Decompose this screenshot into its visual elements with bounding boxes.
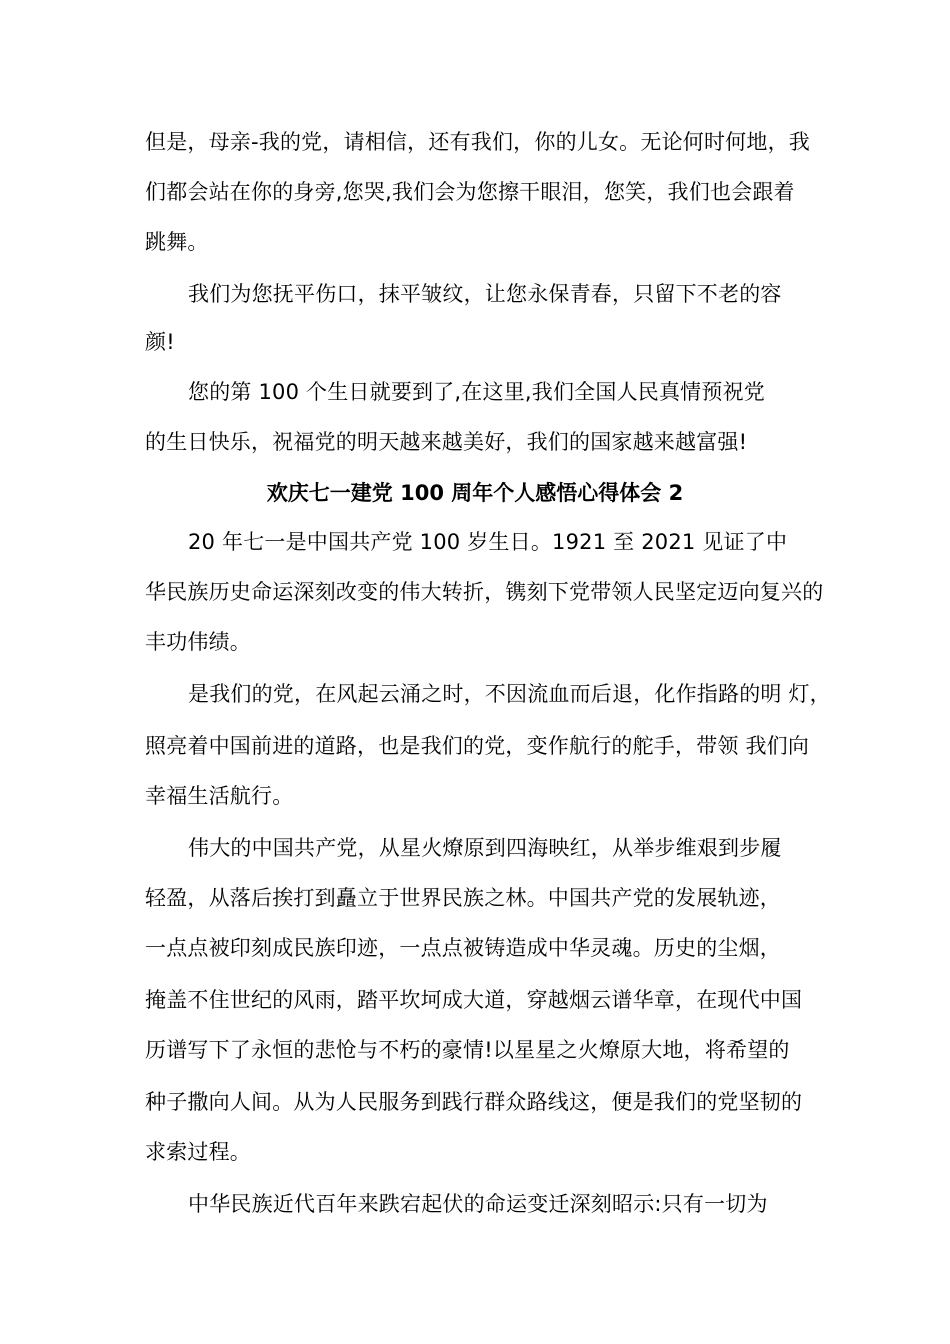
paragraph-line: 我们为您抚平伤口，抹平皱纹，让您永保青春，只留下不老的容: [188, 282, 782, 306]
paragraph-line: 一点点被印刻成民族印迹，一点点被铸造成中华灵魂。历史的尘烟，: [145, 936, 781, 960]
paragraph-line: 是我们的党，在风起云涌之时，不因流血而后退，化作指路的明 灯，: [188, 682, 831, 706]
paragraph-line: 但是，母亲-我的党，请相信，还有我们，你的儿女。无论何时何地，我: [145, 130, 810, 154]
paragraph-line: 幸福生活航行。: [145, 784, 294, 808]
section-title: 欢庆七一建党 100 周年个人感悟心得体会 2: [266, 481, 684, 505]
paragraph-line: 掩盖不住世纪的风雨，踏平坎坷成大道，穿越烟云谱华章，在现代中国: [145, 988, 803, 1012]
paragraph-line: 照亮着中国前进的道路，也是我们的党，变作航行的舵手，带领 我们向: [145, 734, 810, 758]
paragraph-line: 们都会站在你的身旁,您哭,我们会为您擦干眼泪，您笑，我们也会跟着: [145, 180, 795, 204]
paragraph-line: 华民族历史命运深刻改变的伟大转折，镌刻下党带领人民坚定迈向复兴的: [145, 580, 824, 604]
paragraph-line: 中华民族近代百年来跌宕起伏的命运变迁深刻昭示:只有一切为: [188, 1192, 768, 1216]
paragraph-line: 丰功伟绩。: [145, 630, 251, 654]
paragraph-line: 20 年七一是中国共产党 100 岁生日。1921 至 2021 见证了中: [188, 530, 788, 554]
paragraph-line: 种子撒向人间。从为人民服务到践行群众路线这，便是我们的党坚韧的: [145, 1090, 803, 1114]
paragraph-line: 求索过程。: [145, 1140, 251, 1164]
paragraph-line: 的生日快乐，祝福党的明天越来越美好，我们的国家越来越富强!: [145, 430, 748, 454]
paragraph-line: 跳舞。: [145, 230, 209, 254]
paragraph-line: 伟大的中国共产党，从星火燎原到四海映红，从举步维艰到步履: [188, 836, 782, 860]
paragraph-line: 历谱写下了永恒的悲怆与不朽的豪情!以星星之火燎原大地，将希望的: [145, 1038, 790, 1062]
paragraph-line: 您的第 100 个生日就要到了,在这里,我们全国人民真情预祝党: [188, 380, 765, 404]
paragraph-line: 颜!: [145, 330, 175, 354]
paragraph-line: 轻盈，从落后挨打到矗立于世界民族之林。中国共产党的发展轨迹，: [145, 886, 781, 910]
